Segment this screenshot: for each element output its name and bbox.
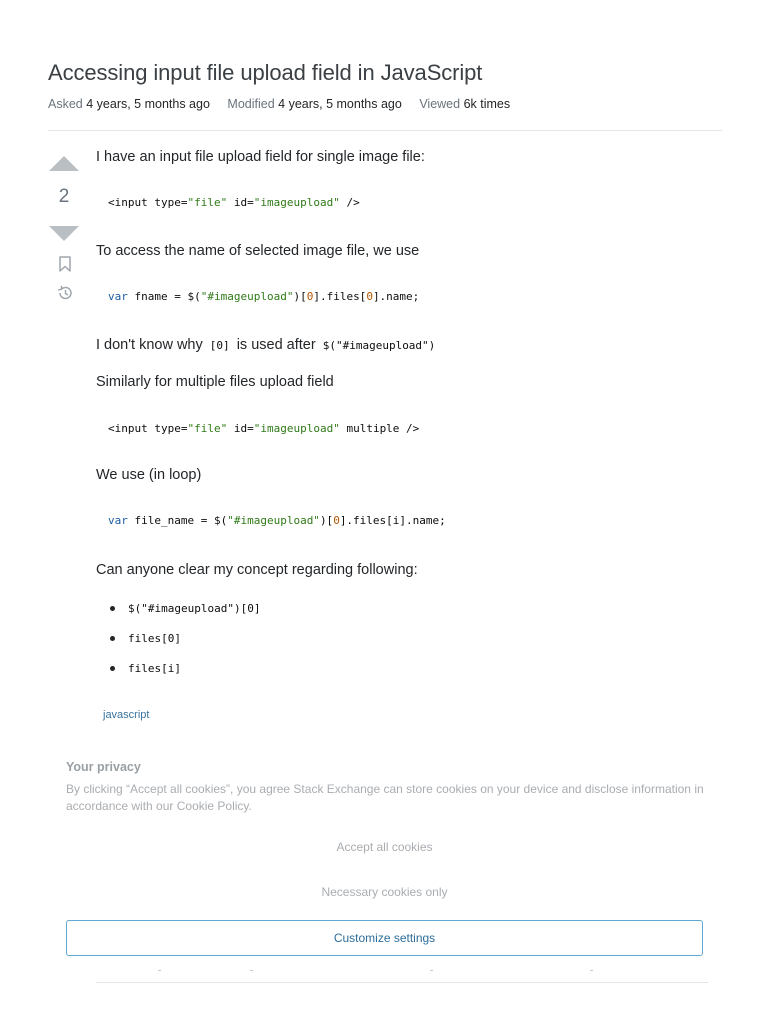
cut-off-text-fragment [590,970,593,971]
code-token: file_name = $( [127,514,228,527]
code-token: ].name; [372,290,420,303]
code-token: ].files[i].name; [339,514,446,527]
code-string-token: "imageupload" [253,422,340,435]
code-block [108,422,419,435]
post-paragraph [96,337,438,353]
history-icon[interactable] [56,284,74,302]
code-token: id= [227,422,254,435]
necessary-cookies-button[interactable]: Necessary cookies only [66,885,703,899]
code-token: ].files[ [313,290,367,303]
cookie-title: Your privacy [66,760,141,774]
upvote-arrow-icon[interactable] [49,156,79,171]
viewed-label: Viewed [419,97,461,111]
footer-divider [96,982,708,983]
viewed-value: 6k times [463,97,511,111]
modified-value[interactable]: 4 years, 5 months ago [278,97,402,111]
vote-count: 2 [58,186,70,207]
question-title[interactable]: Accessing input file upload field in JavaScript [48,60,483,85]
code-token: )[ [319,514,334,527]
post-paragraph: Similarly for multiple files upload field [96,374,334,390]
viewed-meta [419,97,510,111]
code-keyword-token: var [108,290,128,303]
asked-value[interactable]: 4 years, 5 months ago [86,97,210,111]
code-token: multiple /> [339,422,420,435]
code-number-token: 0 [366,290,373,303]
question-meta [48,97,524,111]
asked-label: Asked [48,97,83,111]
header-divider [48,130,722,131]
list-item: $("#imageupload")[0] [108,598,260,628]
asked-meta [48,97,213,111]
code-number-token: 0 [306,290,314,303]
cut-off-text-fragment [250,970,253,971]
code-block [108,514,446,527]
modified-label: Modified [227,97,275,111]
post-paragraph: I have an input file upload field for single image file: [96,149,425,165]
list-item: files[0] [108,628,260,658]
paragraph-text: is used after [236,337,316,353]
code-token: <input type= [108,422,188,435]
cut-off-text-fragment [430,970,433,971]
concept-list [108,598,260,688]
code-string-token: "imageupload" [253,196,340,209]
code-block [108,290,419,303]
cookie-text: By clicking “Accept all cookies”, you agree Stack Exchange can store cookies on your device and disclose information in accordance with our Cookie Policy. [66,782,704,813]
customize-settings-button[interactable]: Customize settings [66,920,703,956]
code-token: fname = $( [127,290,201,303]
code-string-token: "file" [187,422,228,435]
code-token: /> [339,196,360,209]
code-token: id= [227,196,254,209]
cut-off-text-fragment [158,970,161,971]
tag-javascript[interactable]: javascript [103,709,150,721]
downvote-arrow-icon[interactable] [49,226,79,241]
code-string-token: "#imageupload" [200,290,294,303]
code-token: )[ [293,290,307,303]
modified-meta [227,97,405,111]
code-block [108,196,360,209]
paragraph-text: I don't know why [96,337,203,353]
accept-all-cookies-button[interactable]: Accept all cookies [66,840,703,854]
inline-code: [0] [209,339,230,352]
code-keyword-token: var [108,514,128,527]
post-paragraph: We use (in loop) [96,467,202,483]
code-string-token: "#imageupload" [227,514,320,527]
code-number-token: 0 [333,514,340,527]
code-token: <input type= [108,196,188,209]
bookmark-icon[interactable] [58,256,72,272]
post-paragraph: Can anyone clear my concept regarding following: [96,562,418,578]
inline-code: $("#imageupload") [322,339,436,352]
code-string-token: "file" [187,196,228,209]
list-item: files[i] [108,658,260,688]
post-paragraph: To access the name of selected image file, we use [96,243,420,259]
